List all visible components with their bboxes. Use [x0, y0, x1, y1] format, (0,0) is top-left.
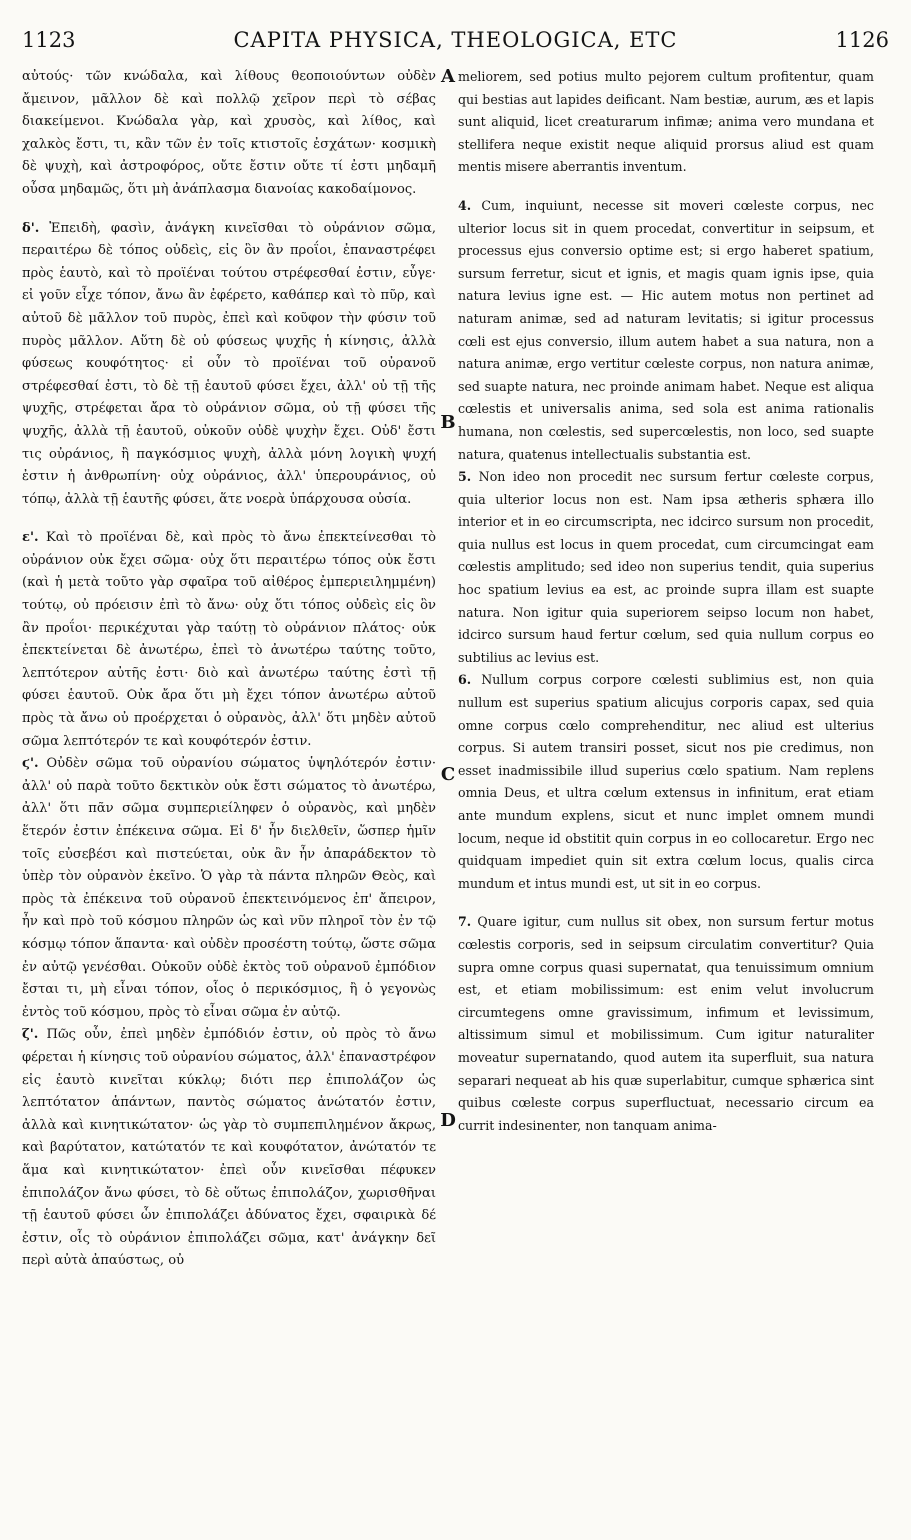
latin-section-text: Non ideo non procedit nec sursum fertur cœleste corpus, quia ulterior locus non est. Nam ipsa ætheris sphæra illo interior et in eo circumscripta, nec idcirco sursum non procedit, quia nullus est locus in quem procedat, cum circumcingat eam cœlestis amplitudo; sed ideo non superius tendit, quia superius hoc spatium levius ea est, ac proinde supra illam est suapte natura. Non igitur quia superiorem seipso locum non habet, idcirco sursum haud fertur cœlum, sed quia nullum corpus eo subtilius ac levius est.: [458, 469, 874, 665]
greek-section-7: [22, 1024, 436, 1273]
latin-section-4: [458, 195, 874, 466]
greek-column: [22, 66, 436, 1273]
latin-section-6: [458, 669, 874, 895]
greek-section-number: δ'.: [22, 220, 40, 236]
page-number-left: 1123: [22, 28, 76, 52]
latin-paragraph-continuation: meliorem, sed potius multo pejorem cultum profitentur, quam qui bestias aut lapides deificant. Nam bestiæ, aurum, æs et lapis sunt aliquid, licet creaturarum infimæ; anima vero mundana et stellifera neque existit neque aliquid prorsus aliud est quam mentis misere aberrantis inventum.: [458, 69, 874, 175]
margin-letter-b: B: [440, 412, 456, 433]
greek-section-text: Οὐδὲν σῶμα τοῦ οὐρανίου σώματος ὑψηλότερόν ἐστιν· ἀλλ' οὐ παρὰ τοῦτο δεκτικὸν οὐκ ἔστι σώματος τὸ ἀνωτέρω, ἀλλ' ὅτι πᾶν σῶμα συμπεριείληφεν ὁ οὐρανὸς, καὶ μηδὲν ἕτερόν ἐστιν ἐπέκεινα σῶμα. Εἰ δ' ἦν διελθεῖν, ὥσπερ ἡμῖν τοῖς εὐσεβέσι καὶ πιστεύεται, οὐκ ἂν ἦν ἀπαράδεκτον τὸ ὑπὲρ τὸν οὐρανὸν ἐκεῖνο. Ὁ γὰρ τὰ πάντα πληρῶν Θεὸς, καὶ πρὸς τὰ ἐπέκεινα τοῦ οὐρανοῦ ἐπεκτεινόμενος ἐπ' ἄπειρον, ἦν καὶ πρὸ τοῦ κόσμου πληρῶν ὡς καὶ νῦν πληροῖ τὸν ἐν τῷ κόσμῳ τόπον ἅπαντα· καὶ οὐδὲν προσέστη τούτῳ, ὥστε σῶμα ἐν αὐτῷ γενέσθαι. Οὐκοῦν οὐδὲ ἐκτὸς τοῦ οὐρανοῦ ἐμπόδιον ἔσται τι, μὴ εἶναι τόπον, οἷος ὁ περικόσμιος, ἢ ὁ γεγονὼς ἐντὸς τοῦ κόσμου, πρὸς τὸ εἶναι σῶμα ἐν αὐτῷ.: [22, 756, 436, 1020]
greek-section-number: ζ'.: [22, 1027, 39, 1043]
greek-section-4: [22, 218, 436, 512]
running-head: CAPITA PHYSICA, THEOLOGICA, ETC: [233, 28, 678, 52]
page-number-right: 1126: [835, 28, 889, 52]
greek-section-text: Πῶς οὖν, ἐπεὶ μηδὲν ἐμπόδιόν ἐστιν, οὐ πρὸς τὸ ἄνω φέρεται ἡ κίνησις τοῦ οὐρανίου σώματος, ἀλλ' ἐπαναστρέφον εἰς ἑαυτὸ κινεῖται κύκλῳ; διότι περ ἐπιπολάζον ὡς λεπτότατον ἁπάντων, παντὸς σώματος ἀνώτατόν ἐστιν, ἀλλὰ καὶ κινητικώτατον· ὡς γὰρ τὸ συμπεπιλημένον ἄκρως, καὶ βαρύτατον, κατώτατόν τε καὶ κουφότατον, ἀνώτατόν τε ἅμα καὶ κινητικώτατον· ἐπεὶ οὖν κινεῖσθαι πέφυκεν ἐπιπολάζον ἄνω φύσει, τὸ δὲ οὕτως ἐπιπολάζον, χωρισθῆναι τῇ ἑαυτοῦ φύσει ὧν ἐπιπολάζει ἀδύνατος ἔχει, σφαιρικὰ δέ ἐστιν, οἷς τὸ οὐράνιον ἐπιπολάζει σῶμα, κατ' ἀνάγκην δεῖ περὶ αὐτὰ ἀπαύστως, οὐ: [22, 1027, 436, 1269]
margin-letter-d: D: [440, 1110, 456, 1131]
latin-section-number: 5.: [458, 469, 472, 485]
latin-section-7: [458, 911, 874, 1137]
margin-letter-c: C: [440, 764, 456, 785]
greek-paragraph-continuation: αὐτούς· τῶν κνώδαλα, καὶ λίθους θεοποιούντων οὐδὲν ἄμεινον, μᾶλλον δὲ καὶ πολλῷ χεῖρον περὶ τὸ σέβας διακείμενοι. Κνώδαλα γὰρ, καὶ χρυσὸς, καὶ λίθος, καὶ χαλκὸς ἔστι, τι, κἂν τῶν ἐν τοῖς κτιστοῖς ἐσχάτων· κοσμικὴ δὲ ψυχὴ, καὶ ἀστροφόρος, οὔτε ἔστιν οὔτε τί ἐστι μηδαμῆ οὖσα μηδαμῶς, ὅτι μὴ ἀνάπλασμα διανοίας κακοδαίμονος.: [22, 69, 436, 197]
greek-section-5: [22, 527, 436, 753]
latin-section-text: Cum, inquiunt, necesse sit moveri cœleste corpus, nec ulterior locus sit in quem procedat, convertitur in seipsum, et processus ejus conversio optime est; si ergo haberet spatium, sursum ferretur, sicut et ignis, et magis quam ignis ipse, quia natura levius igne est. — Hic autem motus non pertinet ad naturam animæ, sed ad naturam levitatis; si igitur processus cœli est ejus conversio, illum autem habet a sua natura, non a natura animæ, ergo vertitur cœleste corpus, non natura animæ, sed suapte natura, nec proinde animam habet. Neque est aliqua cœlestis et universalis anima, sed sola est anima rationalis humana, non cœlestis, sed supercœlestis, non loco, sed suapte natura, quatenus intellectualis substantia est.: [458, 197, 874, 462]
greek-section-6: [22, 753, 436, 1024]
greek-section-text: Καὶ τὸ προϊέναι δὲ, καὶ πρὸς τὸ ἄνω ἐπεκτείνεσθαι τὸ οὐράνιον οὐκ ἔχει σῶμα· οὐχ ὅτι περαιτέρω τόπος οὐκ ἔστι (καὶ ἡ μετὰ τοῦτο γὰρ σφαῖρα τοῦ αἰθέρος ἐμπεριειλημμένη) τούτῳ, οὐ πρόεισιν ἐπὶ τὸ ἄνω· οὐχ ὅτι τόπος οὐδεὶς εἰς ὃν ἂν προΐοι· περικέχυται γὰρ ταύτῃ τὸ οὐράνιον πλάτος· οὐκ ἐπεκτείνεται δὲ ἀνωτέρω, ἐπεὶ τὸ ἀνωτέρω ταύτης τοῦτο, λεπτότερον αὐτῆς ἐστι· διὸ καὶ ἀνωτέρω ταύτης ἐστὶ τῇ φύσει ἑαυτοῦ. Οὐκ ἄρα ὅτι μὴ ἔχει τόπον ἀνωτέρω αὐτοῦ πρὸς τὰ ἄνω οὐ προέρχεται ὁ οὐρανὸς, ἀλλ' ὅτι μηδὲν αὐτοῦ σῶμα λεπτότερόν τε καὶ κουφότερόν ἐστιν.: [22, 530, 436, 749]
latin-section-number: 4.: [458, 197, 472, 213]
latin-section-number: 6.: [458, 672, 472, 688]
greek-section-text: Ἐπειδὴ, φασὶν, ἀνάγκη κινεῖσθαι τὸ οὐράνιον σῶμα, περαιτέρω δὲ τόπος οὐδεὶς, εἰς ὃν ἂν προΐοι, ἐπαναστρέφει πρὸς ἑαυτὸ, καὶ τὸ προϊέναι τούτου στρέφεσθαί ἐστιν, εὖγε· εἰ γοῦν εἶχε τόπον, ἄνω ἂν ἐφέρετο, καθάπερ καὶ τὸ πῦρ, καὶ αὐτοῦ δὲ μᾶλλον τοῦ πυρὸς, ἐπεὶ καὶ κοῦφον τὴν φύσιν τοῦ πυρὸς μᾶλλον. Αὕτη δὲ οὐ φύσεως ψυχῆς ἡ κίνησις, ἀλλὰ φύσεως κουφότητος· εἰ οὖν τὸ προϊέναι τοῦ οὐρανοῦ στρέφεσθαί ἐστι, τὸ δὲ τῇ ἑαυτοῦ φύσει ἔχει, ἀλλ' οὐ τῇ τῆς ψυχῆς, στρέφεται ἄρα τὸ οὐράνιον σῶμα, οὐ τῇ φύσει τῆς ψυχῆς, ἀλλὰ τῇ ἑαυτοῦ, οὐκοῦν οὐδὲ ψυχὴν ἔχει. Οὐδ' ἔστι τις οὐράνιος, ἢ παγκόσμιος ψυχὴ, ἀλλὰ μόνη λογικὴ ψυχή ἐστιν ἡ ἀνθρωπίνη· οὐχ οὐράνιος, ἀλλ' ὑπερουράνιος, οὐ τόπῳ, ἀλλὰ τῇ ἑαυτῆς φύσει, ἅτε νοερὰ ὑπάρχουσα οὐσία.: [22, 220, 436, 507]
latin-section-5: [458, 466, 874, 669]
latin-section-number: 7.: [458, 914, 472, 930]
greek-section-number: ε'.: [22, 530, 39, 546]
margin-letter-a: A: [441, 66, 455, 87]
latin-column: [458, 66, 874, 1137]
page-header: [22, 28, 889, 64]
latin-section-text: Nullum corpus corpore cœlesti sublimius est, non quia nullum est superius spatium alicujus corporis capax, sed quia omne corpus cœlo comprehenditur, nec aliud est ulterius corpus. Si autem transiri posset, sicut nos pie credimus, non esset inadmissibile illud superius cœlo spatium. Nam replens omnia Deus, et ultra cœlum extensus in infinitum, erat etiam ante mundum explens, sicut et nunc implet omnem mundi locum, neque id obstitit quin corpus in eo collocaretur. Ergo nec quidquam impediet quin sit extra cœlum locus, qualis circa mundum et intus mundi est, ut sit in eo corpus.: [458, 672, 874, 891]
latin-section-text: Quare igitur, cum nullus sit obex, non sursum fertur motus cœlestis corporis, sed in seipsum circulatim convertitur? Quia supra omne corpus quasi supernatat, qua tenuissimum omnium est, et etiam mobilissimum: est enim velut involucrum circumtegens omne gravissimum, infimum et levissimum, altissimum simul et mobilissimum. Cum igitur naturaliter moveatur supernatando, quod autem ita superfluit, sua natura separari nequeat ab his quæ superlabitur, cumque sphærica sint quibus cœleste corpus superfluctuat, necessario circum ea currit indesinenter, non tanquam anima-: [458, 914, 874, 1133]
greek-section-number: ϛ'.: [22, 756, 39, 772]
